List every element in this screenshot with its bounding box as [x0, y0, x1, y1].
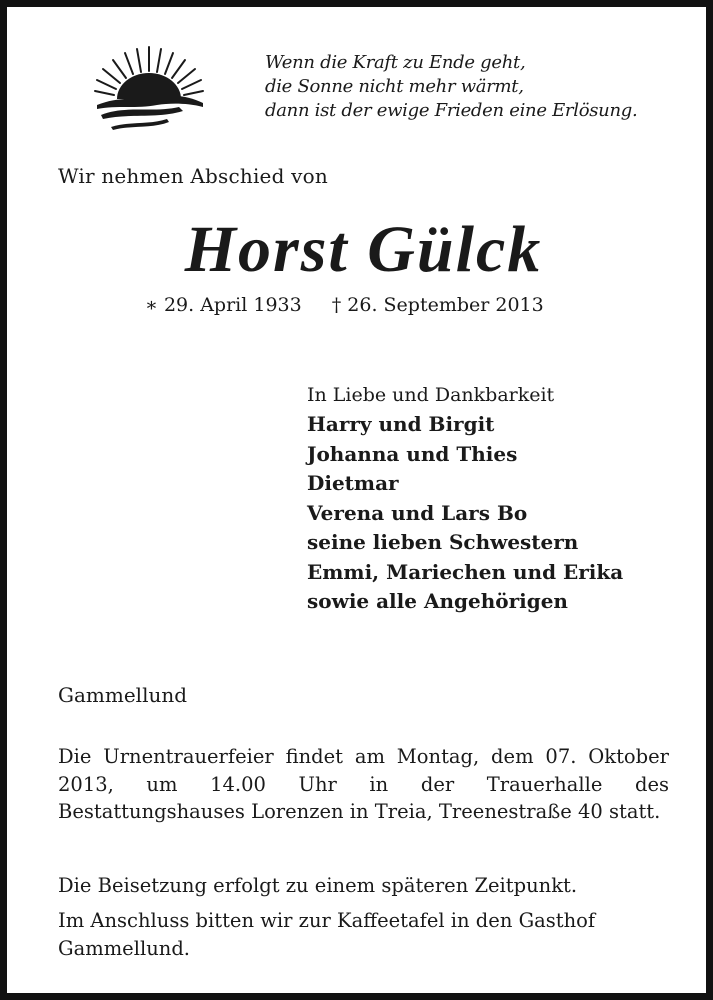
poem-line: die Sonne nicht mehr wärmt,: [265, 76, 524, 97]
farewell-intro: Wir nehmen Abschied von: [58, 164, 328, 188]
poem-line: Wenn die Kraft zu Ende geht,: [265, 52, 526, 73]
life-dates: [145, 294, 544, 316]
poem-verse: [265, 51, 685, 123]
mourner-entry: Johanna und Thies: [307, 441, 518, 466]
death-date: † 26. September 2013: [331, 294, 544, 316]
dedication-line: In Liebe und Dankbarkeit: [307, 384, 555, 406]
deceased-name: Horst Gülck: [184, 213, 543, 286]
mourners-list: [307, 410, 687, 617]
mourner-entry: Emmi, Mariechen und Erika: [307, 559, 624, 584]
mourner-entry: Verena und Lars Bo: [307, 500, 528, 525]
birth-date: ∗ 29. April 1933: [145, 294, 302, 316]
mourner-entry: Dietmar: [307, 471, 399, 495]
service-details-paragraph: Die Urnentrauerfeier findet am Montag, dem 07. Oktober 2013, um 14.00 Uhr in der Trauerhalle des Bestattungshauses Lorenzen in Treia, Treenestraße 40 statt.: [58, 745, 669, 823]
place-name: Gammellund: [58, 683, 188, 707]
burial-note-paragraph: Die Beisetzung erfolgt zu einem späteren Zeitpunkt.: [58, 874, 578, 897]
mourner-entry: Harry und Birgit: [307, 412, 495, 436]
reception-note-paragraph: Im Anschluss bitten wir zur Kaffeetafel in den Gasthof Gammellund.: [58, 909, 596, 960]
mourner-entry: seine lieben Schwestern: [307, 530, 579, 554]
rising-sun-over-hills-icon: [91, 43, 207, 135]
mourner-entry: sowie alle Angehörigen: [307, 589, 568, 613]
mourners-block: [307, 380, 687, 617]
poem-line: dann ist der ewige Frieden eine Erlösung.: [265, 100, 638, 121]
